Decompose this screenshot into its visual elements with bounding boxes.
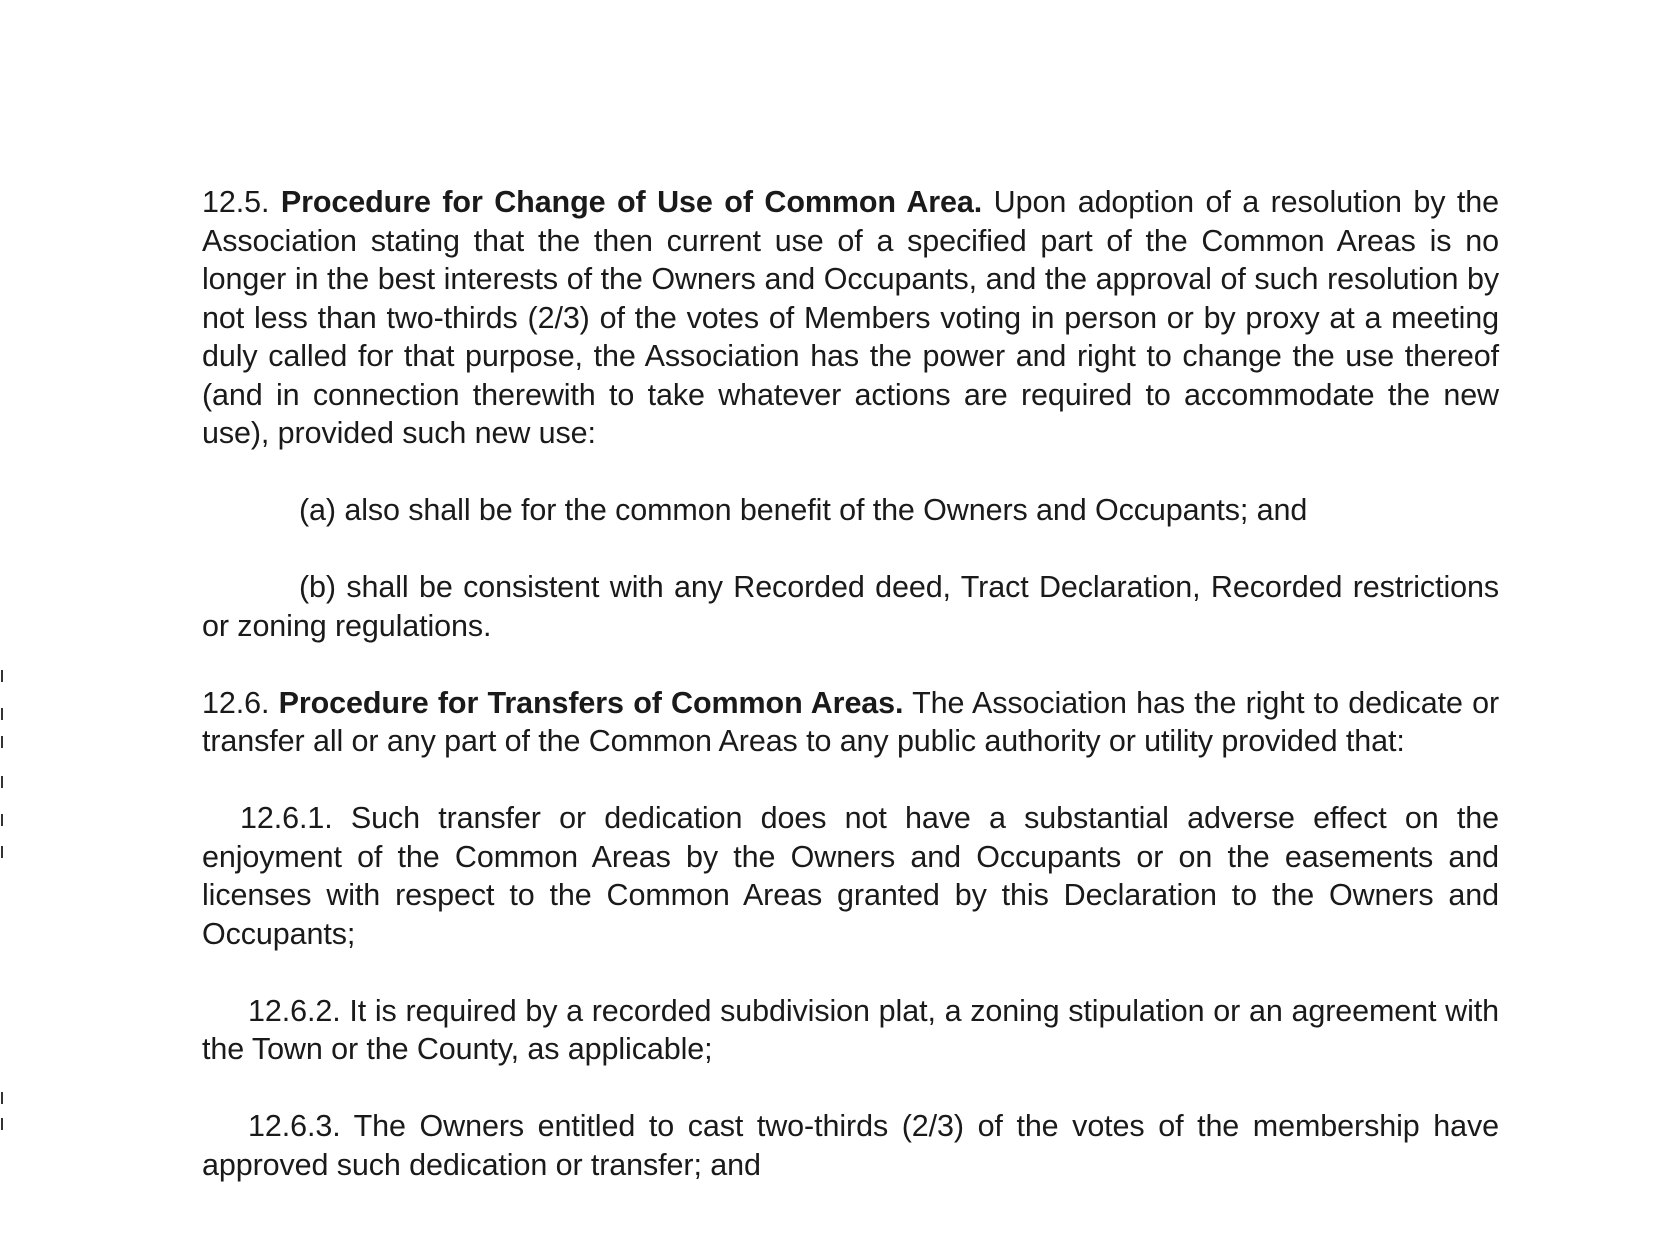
revision-mark — [1, 708, 3, 720]
section-text: Upon adoption of a resolution by the Association stating that the then current use of a specified part of the Common Areas is no longer in the best interests of the Owners and Occupants, and the approval of such resolution by not less than two-thirds (2/3) of the votes of Members voting in person or by proxy at a meeting duly called for that purpose, the Association has the power and right to change the use thereof (and in connection therewith to take whatever actions are required to accommodate the new use), provided such new use: — [202, 185, 1500, 450]
revision-mark — [1, 736, 3, 748]
section-number: 12.5. — [202, 185, 270, 219]
section-heading: Procedure for Change of Use of Common Area. — [280, 185, 983, 219]
revision-mark — [1, 1092, 3, 1104]
revision-mark — [1, 1118, 3, 1130]
section-12-6-2: 12.6.2. It is required by a recorded subdivision plat, a zoning stipulation or an agreement with the Town or the County, as applicable; — [202, 993, 1499, 1066]
section-12-6-paragraph — [202, 684, 1499, 761]
revision-mark — [1, 776, 3, 788]
section-12-5-item-b: (b) shall be consistent with any Recorded deed, Tract Declaration, Recorded restrictions or zoning regulations. — [202, 570, 1499, 643]
document-body — [202, 183, 1499, 1184]
revision-mark — [1, 846, 3, 858]
section-12-5-paragraph — [202, 183, 1499, 453]
revision-mark — [1, 814, 3, 826]
section-12-6-1: 12.6.1. Such transfer or dedication does not have a substantial adverse effect on the enjoyment of the Common Areas by the Owners and Occupants or on the easements and licenses with respect to the Common Areas granted by this Declaration to the Owners and Occupants; — [202, 801, 1499, 951]
section-text: The Association has the right to dedicate or transfer all or any part of the Common Areas to any public authority or utility provided that: — [202, 685, 1499, 758]
revision-bars — [0, 0, 6, 1236]
section-heading: Procedure for Transfers of Common Areas. — [278, 685, 904, 720]
section-number: 12.6. — [202, 685, 270, 720]
section-12-6-3: 12.6.3. The Owners entitled to cast two-thirds (2/3) of the votes of the membership have approved such dedication or transfer; and — [202, 1109, 1499, 1182]
revision-mark — [1, 670, 3, 682]
section-12-5-item-a: (a) also shall be for the common benefit of the Owners and Occupants; and — [299, 493, 1308, 527]
